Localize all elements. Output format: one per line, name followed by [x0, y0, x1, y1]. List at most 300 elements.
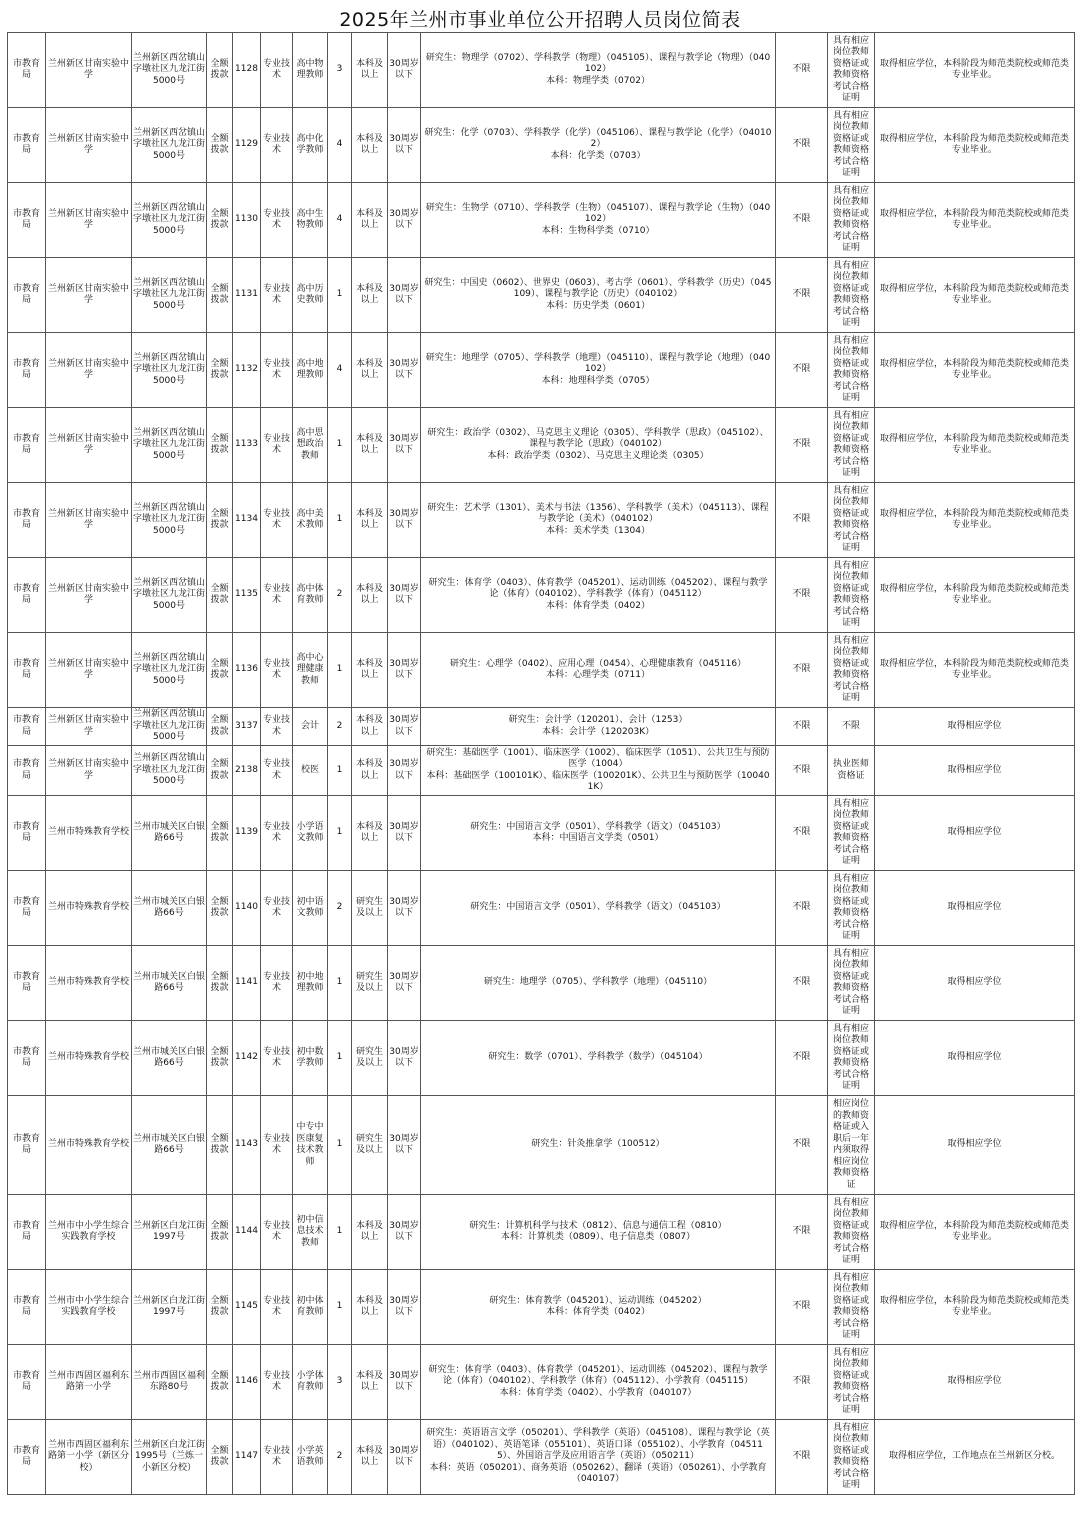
table-row — [8, 408, 1075, 483]
education-cell: 本科及以上 — [352, 33, 388, 108]
post-type-cell: 专业技术 — [261, 708, 293, 746]
other-requirement-cell: 不限 — [776, 708, 828, 746]
major-requirement-cell — [421, 1345, 776, 1420]
post-code-cell: 1128 — [233, 33, 261, 108]
address-cell: 兰州新区西岔镇山字墩社区九龙江街5000号 — [132, 108, 207, 183]
major-requirement-cell — [421, 946, 776, 1021]
major-line: 研究生：地理学（0705）、学科教学（地理）（045110）、课程与教学论（地理）（040102） — [425, 352, 771, 375]
post-type-cell: 专业技术 — [261, 871, 293, 946]
department-cell: 市教育局 — [8, 183, 46, 258]
post-name-cell: 小学语文教师 — [293, 796, 328, 871]
major-line: 本科：美术学类（1304） — [546, 525, 650, 536]
age-limit-cell: 30周岁以下 — [388, 333, 421, 408]
table-row — [8, 1021, 1075, 1096]
department-cell: 市教育局 — [8, 258, 46, 333]
certificate-cell: 具有相应岗位教师资格证或教师资格考试合格证明 — [828, 558, 875, 633]
department-cell: 市教育局 — [8, 796, 46, 871]
unit-name-cell: 兰州新区甘南实验中学 — [46, 483, 132, 558]
unit-name-cell: 兰州新区甘南实验中学 — [46, 633, 132, 708]
post-type-cell: 专业技术 — [261, 633, 293, 708]
post-code-cell: 1139 — [233, 796, 261, 871]
major-line: 研究生：化学（0703）、学科教学（化学）（045106）、课程与教学论（化学）（040102） — [424, 127, 772, 150]
note-cell: 取得相应学位 — [875, 1096, 1075, 1195]
major-line: 研究生：针灸推拿学（100512） — [531, 1139, 665, 1150]
other-requirement-cell: 不限 — [776, 1270, 828, 1345]
major-line: 研究生：会计学（120201）、会计（1253） — [508, 715, 688, 725]
certificate-cell: 具有相应岗位教师资格证或教师资格考试合格证明 — [828, 1021, 875, 1096]
education-cell: 研究生及以上 — [352, 1096, 388, 1195]
certificate-cell: 具有相应岗位教师资格证或教师资格考试合格证明 — [828, 408, 875, 483]
major-requirement-cell — [421, 633, 776, 708]
funding-type-cell: 全额拨款 — [207, 408, 233, 483]
other-requirement-cell: 不限 — [776, 1195, 828, 1270]
major-line: 本科：英语（050201）、商务英语（050262）、翻译（英语）（050261）、小学教育（040107） — [429, 1462, 767, 1485]
major-line: 研究生：中国语言文学（0501）、学科教学（语文）（045103） — [470, 902, 726, 913]
post-type-cell: 专业技术 — [261, 746, 293, 796]
post-name-cell: 高中地理教师 — [293, 333, 328, 408]
age-limit-cell: 30周岁以下 — [388, 258, 421, 333]
certificate-cell: 执业医师资格证 — [828, 746, 875, 796]
funding-type-cell: 全额拨款 — [207, 258, 233, 333]
note-cell: 取得相应学位，本科阶段为师范类院校或师范类专业毕业。 — [875, 483, 1075, 558]
unit-name-cell: 兰州市特殊教育学校 — [46, 1096, 132, 1195]
post-name-cell: 初中数学教师 — [293, 1021, 328, 1096]
post-code-cell: 1140 — [233, 871, 261, 946]
table-row — [8, 483, 1075, 558]
post-name-cell: 校医 — [293, 746, 328, 796]
table-row — [8, 33, 1075, 108]
address-cell: 兰州新区白龙江街1997号 — [132, 1270, 207, 1345]
unit-name-cell: 兰州新区甘南实验中学 — [46, 708, 132, 746]
address-cell: 兰州市城关区白银路66号 — [132, 1096, 207, 1195]
post-name-cell: 高中体育教师 — [293, 558, 328, 633]
funding-type-cell: 全额拨款 — [207, 333, 233, 408]
major-requirement-cell — [421, 796, 776, 871]
table-row — [8, 796, 1075, 871]
note-cell: 取得相应学位，本科阶段为师范类院校或师范类专业毕业。 — [875, 1270, 1075, 1345]
address-cell: 兰州市城关区白银路66号 — [132, 946, 207, 1021]
other-requirement-cell: 不限 — [776, 796, 828, 871]
address-cell: 兰州新区西岔镇山字墩社区九龙江街5000号 — [132, 33, 207, 108]
major-requirement-cell — [421, 1195, 776, 1270]
post-name-cell: 高中历史教师 — [293, 258, 328, 333]
note-cell: 取得相应学位 — [875, 708, 1075, 746]
major-requirement-cell — [421, 483, 776, 558]
department-cell: 市教育局 — [8, 108, 46, 183]
department-cell: 市教育局 — [8, 1420, 46, 1495]
unit-name-cell: 兰州市特殊教育学校 — [46, 796, 132, 871]
age-limit-cell: 30周岁以下 — [388, 708, 421, 746]
post-code-cell: 1135 — [233, 558, 261, 633]
age-limit-cell: 30周岁以下 — [388, 1195, 421, 1270]
age-limit-cell: 30周岁以下 — [388, 796, 421, 871]
table-row — [8, 746, 1075, 796]
note-cell: 取得相应学位，本科阶段为师范类院校或师范类专业毕业。 — [875, 558, 1075, 633]
address-cell: 兰州新区西岔镇山字墩社区九龙江街5000号 — [132, 708, 207, 746]
address-cell: 兰州新区西岔镇山字墩社区九龙江街5000号 — [132, 408, 207, 483]
education-cell: 本科及以上 — [352, 1420, 388, 1495]
headcount-cell: 4 — [328, 333, 352, 408]
table-row — [8, 1195, 1075, 1270]
note-cell: 取得相应学位，本科阶段为师范类院校或师范类专业毕业。 — [875, 33, 1075, 108]
table-row — [8, 633, 1075, 708]
funding-type-cell: 全额拨款 — [207, 1195, 233, 1270]
funding-type-cell: 全额拨款 — [207, 183, 233, 258]
age-limit-cell: 30周岁以下 — [388, 1345, 421, 1420]
post-name-cell: 高中化学教师 — [293, 108, 328, 183]
headcount-cell: 1 — [328, 258, 352, 333]
education-cell: 本科及以上 — [352, 633, 388, 708]
funding-type-cell: 全额拨款 — [207, 746, 233, 796]
age-limit-cell: 30周岁以下 — [388, 1096, 421, 1195]
post-code-cell: 1144 — [233, 1195, 261, 1270]
headcount-cell: 1 — [328, 746, 352, 796]
major-line: 本科：地理科学类（0705） — [541, 375, 655, 386]
education-cell: 本科及以上 — [352, 1195, 388, 1270]
address-cell: 兰州新区西岔镇山字墩社区九龙江街5000号 — [132, 633, 207, 708]
certificate-cell: 具有相应岗位教师资格证或教师资格考试合格证明 — [828, 333, 875, 408]
post-code-cell: 1134 — [233, 483, 261, 558]
post-name-cell: 高中美术教师 — [293, 483, 328, 558]
department-cell: 市教育局 — [8, 1270, 46, 1345]
certificate-cell: 具有相应岗位教师资格证或教师资格考试合格证明 — [828, 871, 875, 946]
major-line: 研究生：政治学（0302）、马克思主义理论（0305）、学科教学（思政）（045102）、课程与教学论（思政）（040102） — [427, 427, 769, 450]
major-requirement-cell — [421, 408, 776, 483]
age-limit-cell: 30周岁以下 — [388, 408, 421, 483]
table-row — [8, 558, 1075, 633]
major-line: 研究生：地理学（0705）、学科教学（地理）（045110） — [483, 977, 713, 988]
position-table — [7, 32, 1075, 1495]
department-cell: 市教育局 — [8, 946, 46, 1021]
department-cell: 市教育局 — [8, 333, 46, 408]
other-requirement-cell: 不限 — [776, 1345, 828, 1420]
major-requirement-cell — [421, 333, 776, 408]
headcount-cell: 2 — [328, 871, 352, 946]
education-cell: 本科及以上 — [352, 746, 388, 796]
post-name-cell: 高中生物教师 — [293, 183, 328, 258]
note-cell: 取得相应学位，本科阶段为师范类院校或师范类专业毕业。 — [875, 183, 1075, 258]
major-line: 研究生：数学（0701）、学科教学（数学）（045104） — [488, 1052, 708, 1063]
department-cell: 市教育局 — [8, 408, 46, 483]
education-cell: 研究生及以上 — [352, 946, 388, 1021]
certificate-cell: 具有相应岗位教师资格证或教师资格考试合格证明 — [828, 796, 875, 871]
major-line: 本科：历史学类（0601） — [546, 300, 650, 311]
note-cell: 取得相应学位 — [875, 946, 1075, 1021]
major-line: 研究生：生物学（0710）、学科教学（生物）（045107）、课程与教学论（生物）（040102） — [425, 202, 771, 225]
age-limit-cell: 30周岁以下 — [388, 183, 421, 258]
post-type-cell: 专业技术 — [261, 946, 293, 1021]
headcount-cell: 1 — [328, 1096, 352, 1195]
major-line: 本科：会计学（120203K） — [541, 726, 655, 737]
post-code-cell: 1136 — [233, 633, 261, 708]
education-cell: 本科及以上 — [352, 333, 388, 408]
post-name-cell: 中专中医康复技术教师 — [293, 1096, 328, 1195]
note-cell: 取得相应学位，本科阶段为师范类院校或师范类专业毕业。 — [875, 333, 1075, 408]
age-limit-cell: 30周岁以下 — [388, 746, 421, 796]
major-requirement-cell — [421, 708, 776, 746]
department-cell: 市教育局 — [8, 633, 46, 708]
note-cell: 取得相应学位，工作地点在兰州新区分校。 — [875, 1420, 1075, 1495]
headcount-cell: 3 — [328, 1345, 352, 1420]
address-cell: 兰州市城关区白银路66号 — [132, 871, 207, 946]
certificate-cell: 具有相应岗位教师资格证或教师资格考试合格证明 — [828, 1420, 875, 1495]
certificate-cell: 具有相应岗位教师资格证或教师资格考试合格证明 — [828, 483, 875, 558]
headcount-cell: 1 — [328, 408, 352, 483]
table-row — [8, 183, 1075, 258]
major-requirement-cell — [421, 108, 776, 183]
address-cell: 兰州市城关区白银路66号 — [132, 796, 207, 871]
education-cell: 本科及以上 — [352, 183, 388, 258]
post-type-cell: 专业技术 — [261, 33, 293, 108]
age-limit-cell: 30周岁以下 — [388, 946, 421, 1021]
unit-name-cell: 兰州市特殊教育学校 — [46, 946, 132, 1021]
post-name-cell: 初中语文教师 — [293, 871, 328, 946]
other-requirement-cell: 不限 — [776, 746, 828, 796]
note-cell: 取得相应学位 — [875, 1345, 1075, 1420]
headcount-cell: 1 — [328, 946, 352, 1021]
major-requirement-cell — [421, 1021, 776, 1096]
unit-name-cell: 兰州新区甘南实验中学 — [46, 108, 132, 183]
education-cell: 本科及以上 — [352, 558, 388, 633]
post-code-cell: 1147 — [233, 1420, 261, 1495]
funding-type-cell: 全额拨款 — [207, 483, 233, 558]
post-type-cell: 专业技术 — [261, 108, 293, 183]
education-cell: 研究生及以上 — [352, 871, 388, 946]
post-code-cell: 3137 — [233, 708, 261, 746]
post-code-cell: 1130 — [233, 183, 261, 258]
major-line: 研究生：体育学（0403）、体育教学（045201）、运动训练（045202）、课程与教学论（体育）（040102）、学科教学（体育）（045112）、小学教育（045115） — [428, 1364, 768, 1387]
major-line: 研究生：计算机科学与技术（0812）、信息与通信工程（0810） — [469, 1220, 727, 1231]
post-name-cell: 初中信息技术教师 — [293, 1195, 328, 1270]
major-requirement-cell — [421, 1096, 776, 1195]
post-code-cell: 1141 — [233, 946, 261, 1021]
major-line: 研究生：艺术学（1301）、美术与书法（1356）、学科教学（美术）（045113）、课程与教学论（美术）（040102） — [427, 502, 769, 525]
education-cell: 本科及以上 — [352, 708, 388, 746]
headcount-cell: 4 — [328, 183, 352, 258]
certificate-cell: 具有相应岗位教师资格证或教师资格考试合格证明 — [828, 1270, 875, 1345]
address-cell: 兰州新区西岔镇山字墩社区九龙江街5000号 — [132, 183, 207, 258]
other-requirement-cell: 不限 — [776, 258, 828, 333]
headcount-cell: 3 — [328, 33, 352, 108]
other-requirement-cell: 不限 — [776, 183, 828, 258]
major-requirement-cell — [421, 33, 776, 108]
other-requirement-cell: 不限 — [776, 408, 828, 483]
table-row — [8, 1420, 1075, 1495]
certificate-cell: 具有相应岗位教师资格证或教师资格考试合格证明 — [828, 258, 875, 333]
funding-type-cell: 全额拨款 — [207, 33, 233, 108]
post-type-cell: 专业技术 — [261, 558, 293, 633]
certificate-cell: 具有相应岗位教师资格证或教师资格考试合格证明 — [828, 946, 875, 1021]
major-line: 本科：物理学类（0702） — [546, 75, 650, 86]
post-type-cell: 专业技术 — [261, 1021, 293, 1096]
other-requirement-cell: 不限 — [776, 483, 828, 558]
age-limit-cell: 30周岁以下 — [388, 871, 421, 946]
major-requirement-cell — [421, 871, 776, 946]
funding-type-cell: 全额拨款 — [207, 796, 233, 871]
funding-type-cell: 全额拨款 — [207, 1021, 233, 1096]
headcount-cell: 1 — [328, 796, 352, 871]
education-cell: 本科及以上 — [352, 258, 388, 333]
department-cell: 市教育局 — [8, 871, 46, 946]
certificate-cell: 相应岗位的教师资格证或入职后一年内须取得相应岗位教师资格证 — [828, 1096, 875, 1195]
headcount-cell: 4 — [328, 108, 352, 183]
post-name-cell: 小学英语教师 — [293, 1420, 328, 1495]
other-requirement-cell: 不限 — [776, 1096, 828, 1195]
headcount-cell: 1 — [328, 483, 352, 558]
other-requirement-cell: 不限 — [776, 1420, 828, 1495]
department-cell: 市教育局 — [8, 558, 46, 633]
unit-name-cell: 兰州新区甘南实验中学 — [46, 746, 132, 796]
unit-name-cell: 兰州市西固区福利东路第一小学（新区分校） — [46, 1420, 132, 1495]
department-cell: 市教育局 — [8, 1021, 46, 1096]
note-cell: 取得相应学位 — [875, 1021, 1075, 1096]
other-requirement-cell: 不限 — [776, 871, 828, 946]
table-body — [8, 33, 1075, 1495]
unit-name-cell: 兰州新区甘南实验中学 — [46, 183, 132, 258]
note-cell: 取得相应学位 — [875, 746, 1075, 796]
post-name-cell: 会计 — [293, 708, 328, 746]
headcount-cell: 1 — [328, 1021, 352, 1096]
note-cell: 取得相应学位，本科阶段为师范类院校或师范类专业毕业。 — [875, 1195, 1075, 1270]
table-row — [8, 1270, 1075, 1345]
funding-type-cell: 全额拨款 — [207, 708, 233, 746]
post-code-cell: 1131 — [233, 258, 261, 333]
headcount-cell: 2 — [328, 558, 352, 633]
other-requirement-cell: 不限 — [776, 633, 828, 708]
address-cell: 兰州新区白龙江街1997号 — [132, 1195, 207, 1270]
department-cell: 市教育局 — [8, 746, 46, 796]
post-code-cell: 2138 — [233, 746, 261, 796]
post-code-cell: 1129 — [233, 108, 261, 183]
post-type-cell: 专业技术 — [261, 796, 293, 871]
other-requirement-cell: 不限 — [776, 33, 828, 108]
major-line: 本科：基础医学（100101K）、临床医学（100201K）、公共卫生与预防医学（100401K） — [426, 770, 770, 792]
funding-type-cell: 全额拨款 — [207, 1420, 233, 1495]
certificate-cell: 具有相应岗位教师资格证或教师资格考试合格证明 — [828, 1195, 875, 1270]
major-line: 本科：心理学类（0711） — [546, 670, 650, 680]
table-row — [8, 708, 1075, 746]
age-limit-cell: 30周岁以下 — [388, 1420, 421, 1495]
post-code-cell: 1133 — [233, 408, 261, 483]
note-cell: 取得相应学位，本科阶段为师范类院校或师范类专业毕业。 — [875, 108, 1075, 183]
education-cell: 本科及以上 — [352, 796, 388, 871]
other-requirement-cell: 不限 — [776, 1021, 828, 1096]
note-cell: 取得相应学位，本科阶段为师范类院校或师范类专业毕业。 — [875, 408, 1075, 483]
address-cell: 兰州新区西岔镇山字墩社区九龙江街5000号 — [132, 258, 207, 333]
headcount-cell: 2 — [328, 708, 352, 746]
major-line: 研究生：中国史（0602）、世界史（0603）、考古学（0601）、学科教学（历史）（045109）、课程与教学论（历史）（040102） — [424, 277, 772, 300]
headcount-cell: 1 — [328, 1195, 352, 1270]
post-type-cell: 专业技术 — [261, 1270, 293, 1345]
unit-name-cell: 兰州新区甘南实验中学 — [46, 558, 132, 633]
certificate-cell: 具有相应岗位教师资格证或教师资格考试合格证明 — [828, 33, 875, 108]
department-cell: 市教育局 — [8, 1096, 46, 1195]
major-line: 本科：体育学类（0402）、小学教育（040107） — [499, 1387, 697, 1398]
address-cell: 兰州新区西岔镇山字墩社区九龙江街5000号 — [132, 333, 207, 408]
note-cell: 取得相应学位 — [875, 796, 1075, 871]
page-title: 2025年兰州市事业单位公开招聘人员岗位简表 — [339, 9, 741, 31]
department-cell: 市教育局 — [8, 1195, 46, 1270]
major-line: 本科：计算机类（0809）、电子信息类（0807） — [500, 1232, 696, 1242]
funding-type-cell: 全额拨款 — [207, 633, 233, 708]
table-row — [8, 108, 1075, 183]
education-cell: 本科及以上 — [352, 408, 388, 483]
post-type-cell: 专业技术 — [261, 258, 293, 333]
unit-name-cell: 兰州市中小学生综合实践教育学校 — [46, 1270, 132, 1345]
education-cell: 本科及以上 — [352, 108, 388, 183]
unit-name-cell: 兰州市特殊教育学校 — [46, 871, 132, 946]
major-requirement-cell — [421, 1420, 776, 1495]
major-line: 研究生：基础医学（1001）、临床医学（1002）、临床医学（1051）、公共卫生与预防医学（1004） — [426, 747, 770, 769]
other-requirement-cell: 不限 — [776, 558, 828, 633]
certificate-cell: 具有相应岗位教师资格证或教师资格考试合格证明 — [828, 633, 875, 708]
funding-type-cell: 全额拨款 — [207, 871, 233, 946]
major-line: 研究生：中国语言文学（0501）、学科教学（语文）（045103） — [470, 821, 726, 832]
post-name-cell: 高中心理健康教师 — [293, 633, 328, 708]
address-cell: 兰州新区白龙江街1995号（兰炼一小新区分校） — [132, 1420, 207, 1495]
age-limit-cell: 30周岁以下 — [388, 483, 421, 558]
major-line: 本科：中国语言文学类（0501） — [532, 833, 664, 843]
post-type-cell: 专业技术 — [261, 333, 293, 408]
major-line: 研究生：体育学（0403）、体育教学（045201）、运动训练（045202）、课程与教学论（体育）（040102）、学科教学（体育）（045112） — [428, 577, 768, 600]
address-cell: 兰州新区西岔镇山字墩社区九龙江街5000号 — [132, 483, 207, 558]
post-type-cell: 专业技术 — [261, 1420, 293, 1495]
post-type-cell: 专业技术 — [261, 1096, 293, 1195]
department-cell: 市教育局 — [8, 1345, 46, 1420]
major-line: 研究生：英语语言文学（050201）、学科教学（英语）（045108）、课程与教学论（英语）（040102）、英语笔译（055101）、英语口译（055102）、小学教育（045115）、外国语言学及应用语言学（英语）（050211） — [426, 1428, 770, 1462]
funding-type-cell: 全额拨款 — [207, 1270, 233, 1345]
post-type-cell: 专业技术 — [261, 183, 293, 258]
education-cell: 研究生及以上 — [352, 1021, 388, 1096]
unit-name-cell: 兰州新区甘南实验中学 — [46, 258, 132, 333]
post-code-cell: 1132 — [233, 333, 261, 408]
post-code-cell: 1146 — [233, 1345, 261, 1420]
funding-type-cell: 全额拨款 — [207, 558, 233, 633]
address-cell: 兰州市城关区白银路66号 — [132, 1021, 207, 1096]
certificate-cell: 具有相应岗位教师资格证或教师资格考试合格证明 — [828, 183, 875, 258]
note-cell: 取得相应学位 — [875, 871, 1075, 946]
major-line: 研究生：物理学（0702）、学科教学（物理）（045105）、课程与教学论（物理）（040102） — [425, 52, 771, 75]
certificate-cell: 具有相应岗位教师资格证或教师资格考试合格证明 — [828, 1345, 875, 1420]
post-type-cell: 专业技术 — [261, 1195, 293, 1270]
funding-type-cell: 全额拨款 — [207, 946, 233, 1021]
major-requirement-cell — [421, 258, 776, 333]
headcount-cell: 1 — [328, 633, 352, 708]
age-limit-cell: 30周岁以下 — [388, 1021, 421, 1096]
unit-name-cell: 兰州新区甘南实验中学 — [46, 333, 132, 408]
headcount-cell: 1 — [328, 1270, 352, 1345]
post-code-cell: 1142 — [233, 1021, 261, 1096]
department-cell: 市教育局 — [8, 33, 46, 108]
major-line: 研究生：心理学（0402）、应用心理（0454）、心理健康教育（045116） — [449, 658, 747, 669]
post-code-cell: 1143 — [233, 1096, 261, 1195]
major-requirement-cell — [421, 1270, 776, 1345]
education-cell: 本科及以上 — [352, 1345, 388, 1420]
funding-type-cell: 全额拨款 — [207, 1345, 233, 1420]
address-cell: 兰州新区西岔镇山字墩社区九龙江街5000号 — [132, 746, 207, 796]
post-code-cell: 1145 — [233, 1270, 261, 1345]
major-requirement-cell — [421, 746, 776, 796]
major-line: 本科：生物科学类（0710） — [541, 225, 655, 236]
post-type-cell: 专业技术 — [261, 1345, 293, 1420]
table-row — [8, 333, 1075, 408]
major-line: 本科：化学类（0703） — [550, 150, 646, 161]
department-cell: 市教育局 — [8, 483, 46, 558]
address-cell: 兰州市西固区福利东路80号 — [132, 1345, 207, 1420]
post-name-cell: 初中体育教师 — [293, 1270, 328, 1345]
unit-name-cell: 兰州市西固区福利东路第一小学 — [46, 1345, 132, 1420]
certificate-cell: 具有相应岗位教师资格证或教师资格考试合格证明 — [828, 108, 875, 183]
